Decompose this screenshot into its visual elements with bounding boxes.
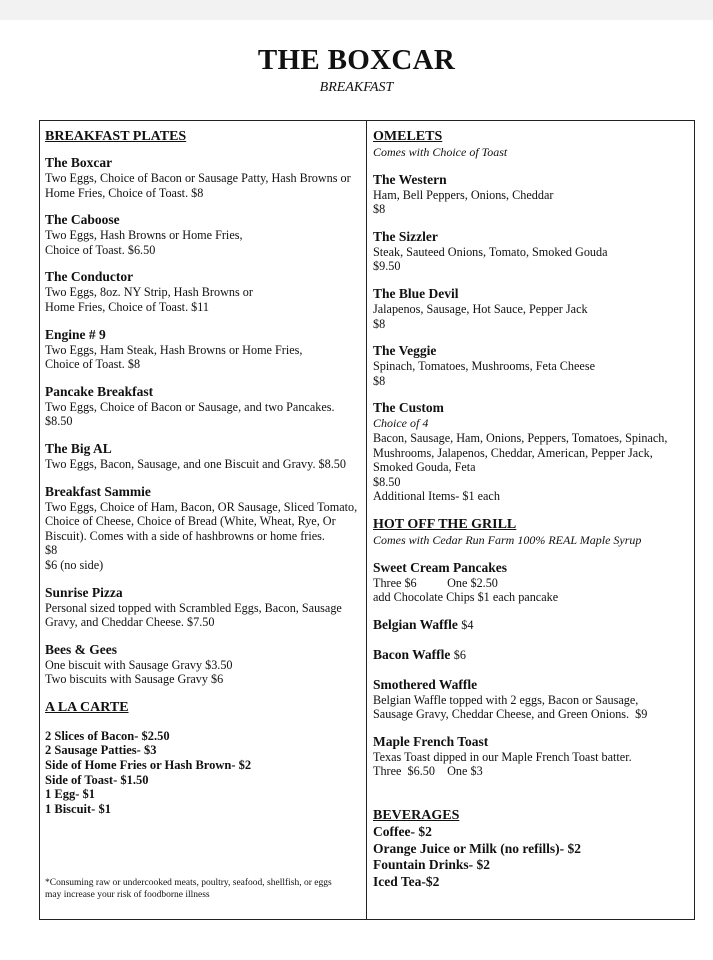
item-name: Sweet Cream Pancakes [373,559,507,575]
menu-item [45,642,363,687]
menu-item [45,212,363,257]
carte-item: 2 Sausage Patties- $3 [45,743,157,758]
item-name: Belgian Waffle [373,616,458,632]
section-title-breakfast-plates: BREAKFAST PLATES [45,129,187,144]
beverage-item: Orange Juice or Milk (no refills)- $2 [373,840,581,856]
item-description: Three $6 One $2.50 add Chocolate Chips $1 each pancake [373,575,559,605]
menu-item [373,647,691,663]
menu-item [373,560,691,605]
item-price: $4 [461,617,474,632]
section-note: Comes with Choice of Toast [373,145,508,159]
carte-item: 1 Biscuit- $1 [45,801,111,816]
food-safety-footnote: *Consuming raw or undercooked meats, poultry, seafood, shellfish, or eggs may increase your risk of foodborne illness [45,878,332,900]
item-note: Choice of 4 [373,416,429,431]
menu-item [45,155,363,200]
column-divider [366,120,367,920]
menu-item [45,269,363,314]
item-description: Two Eggs, Choice of Bacon or Sausage Patty, Hash Browns or Home Fries, Choice of Toast. $8 [45,171,351,200]
section-title-a-la-carte: A LA CARTE [45,699,129,715]
item-description: One biscuit with Sausage Gravy $3.50 Two biscuits with Sausage Gravy $6 [45,657,233,687]
item-description: Bacon, Sausage, Ham, Onions, Peppers, Tomatoes, Spinach, Mushrooms, Jalapenos, Cheddar, American, Pepper Jack, Smoked Gouda, Feta $8.50 Additional Items- $1 each [373,430,668,504]
top-bar [0,0,713,20]
menu-item [45,384,363,429]
beverage-item: Fountain Drinks- $2 [373,857,491,873]
item-name: The Veggie [373,343,437,359]
menu-item [373,172,691,217]
item-name: Engine # 9 [45,326,106,342]
item-description: Two Eggs, Choice of Bacon or Sausage, and two Pancakes. $8.50 [45,399,335,429]
item-description: Ham, Bell Peppers, Onions, Cheddar $8 [373,187,554,217]
item-name: Smothered Waffle [373,676,478,692]
item-description: Two Eggs, Choice of Ham, Bacon, OR Sausage, Sliced Tomato, Choice of Cheese, Choice of Bread (White, Wheat, Rye, Or Biscuit). Comes with a side of hashbrowns or home fries. $8 $6 (no side) [45,499,358,572]
section-title-beverages: BEVERAGES [373,808,460,824]
menu-item [373,286,691,331]
beverage-item: Iced Tea-$2 [373,873,440,889]
item-description: Belgian Waffle topped with 2 eggs, Bacon or Sausage, Sausage Gravy, Cheddar Cheese, and Green Onions. $9 [373,692,648,722]
item-name-with-price [373,647,691,663]
menu-item [45,441,363,472]
item-name: Maple French Toast [373,733,489,749]
item-description: Two Eggs, 8oz. NY Strip, Hash Browns or Home Fries, Choice of Toast. $11 [45,285,253,314]
item-name: The Custom [373,400,444,416]
carte-item: Side of Home Fries or Hash Brown- $2 [45,758,252,773]
item-name: The Blue Devil [373,285,459,301]
section-title-omelets: OMELETS [373,129,443,144]
menu-item [45,585,363,630]
menu-item [45,327,363,372]
item-name: Pancake Breakfast [45,383,154,399]
item-description: Personal sized topped with Scrambled Eggs, Bacon, Sausage Gravy, and Cheddar Cheese. $7.50 [45,600,342,630]
item-name-with-price [373,617,691,633]
section-title-hot-off-the-grill: HOT OFF THE GRILL [373,516,517,532]
menu-item [373,400,691,504]
item-name: Breakfast Sammie [45,483,151,499]
menu-item [373,229,691,274]
right-column [373,128,691,890]
page-subtitle: BREAKFAST [319,80,394,95]
section-note: Comes with Cedar Run Farm 100% REAL Maple Syrup [373,532,642,547]
item-description: Texas Toast dipped in our Maple French Toast batter. Three $6.50 One $3 [373,749,632,779]
item-name: The Big AL [45,440,112,456]
item-name: The Boxcar [45,155,113,170]
item-name: The Western [373,171,447,187]
item-name: Bees & Gees [45,641,117,657]
item-description: Two Eggs, Ham Steak, Hash Browns or Home Fries, Choice of Toast. $8 [45,342,303,372]
beverage-item: Coffee- $2 [373,824,432,840]
item-name: Bacon Waffle [373,646,451,662]
menu-item [373,677,691,722]
item-name: The Sizzler [373,228,438,244]
item-description: Two Eggs, Bacon, Sausage, and one Biscuit and Gravy. $8.50 [45,456,346,471]
menu-item [373,343,691,388]
left-column [45,128,363,816]
carte-item: 1 Egg- $1 [45,787,95,802]
item-description: Jalapenos, Sausage, Hot Sauce, Pepper Jack $8 [373,301,588,331]
menu-item [373,734,691,779]
item-price: $6 [453,647,466,662]
carte-item: 2 Slices of Bacon- $2.50 [45,728,170,743]
menu-item [45,484,363,573]
spacer [45,145,363,155]
spacer [45,716,363,729]
item-description: Spinach, Tomatoes, Mushrooms, Feta Cheese $8 [373,359,595,388]
item-description: Steak, Sauteed Onions, Tomato, Smoked Gouda $9.50 [373,244,608,274]
item-name: The Caboose [45,212,120,228]
carte-item: Side of Toast- $1.50 [45,772,149,787]
page-title: THE BOXCAR [257,44,456,76]
item-name: The Conductor [45,269,134,285]
menu-item [373,617,691,633]
item-description: Two Eggs, Hash Browns or Home Fries, Choice of Toast. $6.50 [45,228,243,257]
item-name: Sunrise Pizza [45,584,123,600]
